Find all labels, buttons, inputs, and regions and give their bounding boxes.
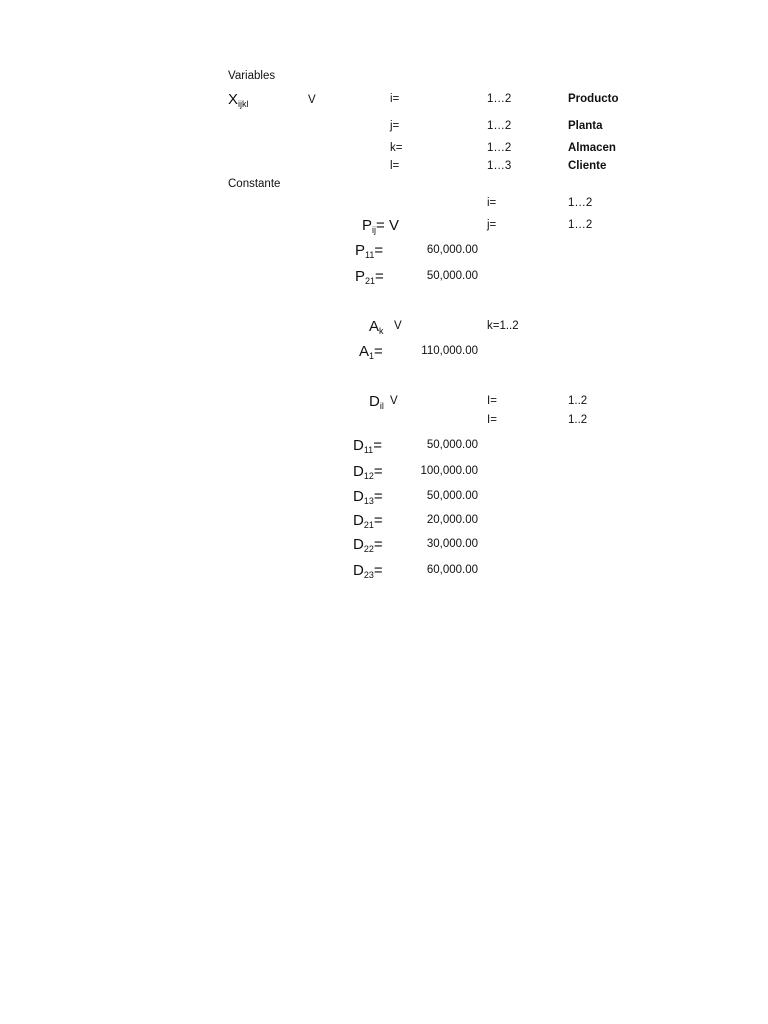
- d23-label: $D_{23}=$: [353, 562, 383, 580]
- var-index-l: l=: [390, 160, 400, 172]
- d11-value: 50,000.00: [426, 439, 478, 451]
- var-range-l: 1…3: [487, 160, 512, 172]
- d12-value: 100,000.00: [420, 465, 478, 477]
- d13-label: $D_{13}=$: [353, 488, 383, 506]
- var-range-i: 1…2: [487, 93, 512, 105]
- a-symbol: $A_k$: [369, 318, 384, 336]
- p21-label: $P_{21}=$: [355, 268, 384, 286]
- d13-value: 50,000.00: [426, 490, 478, 502]
- a1-label: $A_1=$: [359, 343, 383, 361]
- d12-label: $D_{12}=$: [353, 463, 383, 481]
- d21-label: $D_{21}=$: [353, 512, 383, 530]
- d11-label: $D_{11}=$: [353, 437, 382, 455]
- d-index-2: I=: [487, 414, 497, 426]
- d-symbol: $D_{il}$: [369, 393, 384, 411]
- var-index-i: i=: [390, 93, 400, 105]
- d22-value: 30,000.00: [426, 538, 478, 550]
- var-name-almacen: Almacen: [568, 142, 616, 154]
- d21-value: 20,000.00: [426, 514, 478, 526]
- var-index-j: j=: [390, 120, 400, 132]
- variable-symbol: $X_{ijkl}$: [228, 91, 249, 109]
- var-name-planta: Planta: [568, 120, 603, 132]
- var-index-k: k=: [390, 142, 403, 154]
- variables-heading: Variables: [228, 70, 276, 82]
- d-range-2: 1..2: [568, 414, 588, 426]
- var-range-j: 1…2: [487, 120, 512, 132]
- a1-value: 110,000.00: [421, 345, 478, 357]
- p-index-i: i=: [487, 197, 497, 209]
- a-range: k=1..2: [487, 320, 519, 332]
- p-range-j: 1…2: [568, 219, 593, 231]
- p11-label: $P_{11}=$: [355, 242, 384, 260]
- d23-value: 60,000.00: [426, 564, 478, 576]
- p-symbol: $P_{ij}= V$: [362, 217, 399, 235]
- d-forall: V: [390, 395, 398, 407]
- d-range-1: 1..2: [568, 395, 588, 407]
- p-range-i: 1…2: [568, 197, 593, 209]
- forall-symbol: V: [308, 94, 316, 106]
- a-forall: V: [394, 320, 402, 332]
- p-index-j: j=: [487, 219, 497, 231]
- d22-label: $D_{22}=$: [353, 536, 383, 554]
- var-name-cliente: Cliente: [568, 160, 607, 172]
- p11-value: 60,000.00: [426, 244, 478, 256]
- d-index-1: I=: [487, 395, 497, 407]
- var-range-k: 1…2: [487, 142, 512, 154]
- p21-value: 50,000.00: [426, 270, 478, 282]
- var-name-producto: Producto: [568, 93, 619, 105]
- constants-heading: Constante: [228, 178, 281, 190]
